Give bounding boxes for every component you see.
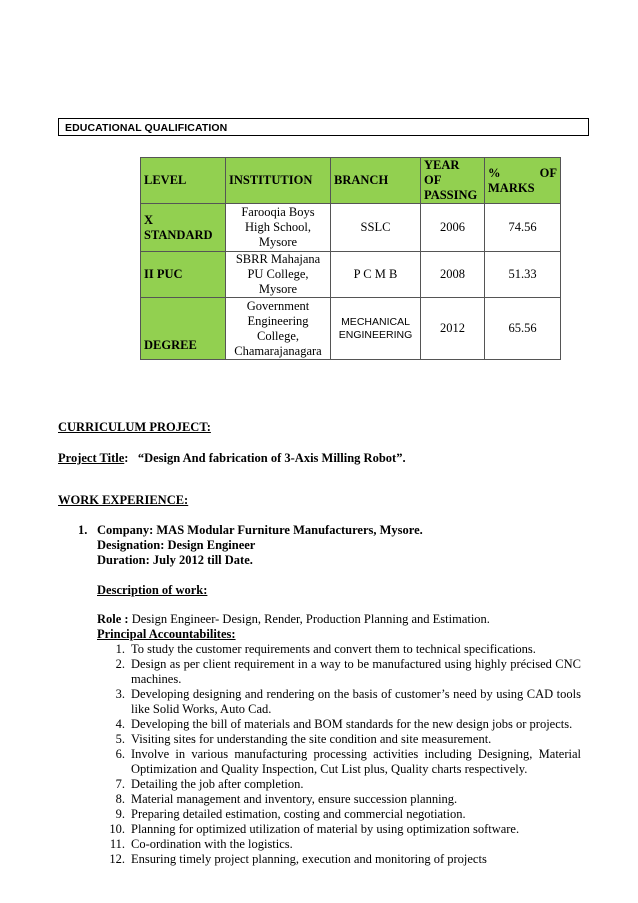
education-table bbox=[140, 157, 561, 360]
level-cell: DEGREE bbox=[141, 298, 226, 360]
list-item: 2. Design as per client requirement in a way to be manufactured using highly précised CNC machines. bbox=[115, 657, 581, 686]
designation-line: Designation: Design Engineer bbox=[97, 538, 256, 552]
branch-cell: P C M B bbox=[331, 252, 421, 298]
accountabilities-list bbox=[101, 642, 581, 867]
list-item: 12. Ensuring timely project planning, execution and monitoring of projects bbox=[109, 852, 487, 866]
marks-cell: 65.56 bbox=[485, 298, 561, 360]
list-item: 3. Developing designing and rendering on the basis of customer’s need by using CAD tools like Solid Works, Auto Cad. bbox=[115, 687, 581, 716]
table-row bbox=[141, 298, 561, 360]
col-header-marks: % OF MARKS bbox=[485, 158, 561, 204]
col-header-year: YEAR OF PASSING bbox=[421, 158, 485, 204]
year-cell: 2006 bbox=[421, 204, 485, 252]
curriculum-heading: CURRICULUM PROJECT: bbox=[58, 420, 211, 434]
item-number: 1. bbox=[78, 523, 88, 537]
marks-cell: 51.33 bbox=[485, 252, 561, 298]
institution-cell: Government Engineering College, Chamarajanagara bbox=[226, 298, 331, 360]
company-line: Company: MAS Modular Furniture Manufacturers, Mysore. bbox=[97, 523, 423, 537]
role-label: Role : bbox=[97, 612, 129, 626]
year-cell: 2008 bbox=[421, 252, 485, 298]
list-item: 8. Material management and inventory, ensure succession planning. bbox=[115, 792, 458, 806]
list-item: 10. Planning for optimized utilization of material by using optimization software. bbox=[109, 822, 520, 836]
branch-cell: MECHANICAL ENGINEERING bbox=[331, 298, 421, 360]
institution-cell: Farooqia Boys High School, Mysore bbox=[226, 204, 331, 252]
role-text: Design Engineer- Design, Render, Production Planning and Estimation. bbox=[128, 612, 490, 626]
education-section-header bbox=[58, 118, 589, 136]
table-row bbox=[141, 252, 561, 298]
description-heading: Description of work: bbox=[97, 583, 208, 597]
branch-cell: SSLC bbox=[331, 204, 421, 252]
list-item: 9. Preparing detailed estimation, costing and commercial negotiation. bbox=[115, 807, 466, 821]
list-item: 6. Involve in various manufacturing processing activities including Designing, Material Optimization and Quality Inspection, Cut List plus, Quality charts respectively. bbox=[115, 747, 581, 776]
table-header-row bbox=[141, 158, 561, 204]
list-item: 11. Co-ordination with the logistics. bbox=[109, 837, 293, 851]
level-cell: X STANDARD bbox=[141, 204, 226, 252]
col-header-level: LEVEL bbox=[141, 158, 226, 204]
work-experience-heading: WORK EXPERIENCE: bbox=[58, 493, 189, 507]
list-item: 7. Detailing the job after completion. bbox=[115, 777, 304, 791]
accountabilities-heading: Principal Accountabilites: bbox=[97, 627, 236, 641]
project-title-label: Project Title bbox=[58, 451, 125, 465]
list-item: 1. To study the customer requirements and convert them to technical specifications. bbox=[115, 642, 536, 656]
duration-line: Duration: July 2012 till Date. bbox=[97, 553, 253, 567]
project-title-line: Project Title: “Design And fabrication of 3-Axis Milling Robot”. bbox=[58, 451, 406, 465]
col-header-institution: INSTITUTION bbox=[226, 158, 331, 204]
list-item: 5. Visiting sites for understanding the site condition and site measurement. bbox=[115, 732, 492, 746]
role-line bbox=[97, 612, 490, 627]
institution-cell: SBRR Mahajana PU College, Mysore bbox=[226, 252, 331, 298]
col-header-branch: BRANCH bbox=[331, 158, 421, 204]
project-title: “Design And fabrication of 3-Axis Milling Robot”. bbox=[137, 451, 406, 465]
level-cell: II PUC bbox=[141, 252, 226, 298]
year-cell: 2012 bbox=[421, 298, 485, 360]
education-heading: EDUCATIONAL QUALIFICATION bbox=[65, 122, 228, 134]
list-item: 4. Developing the bill of materials and BOM standards for the new design jobs or projects. bbox=[115, 717, 573, 731]
table-row bbox=[141, 204, 561, 252]
marks-cell: 74.56 bbox=[485, 204, 561, 252]
